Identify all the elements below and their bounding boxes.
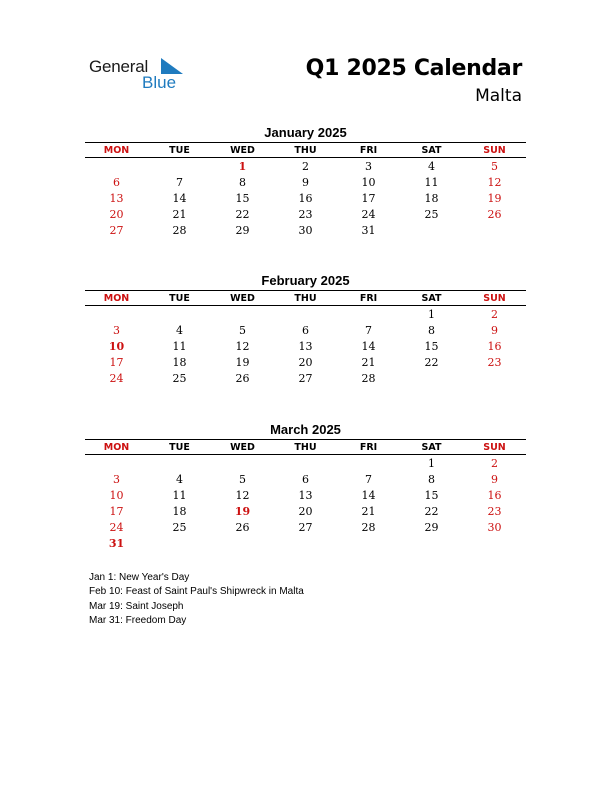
day-cell: 4 — [176, 472, 183, 486]
day-cell: 30 — [487, 520, 502, 534]
calendar-grid — [85, 290, 526, 386]
day-cell: 10 — [109, 488, 124, 502]
day-cell: 3 — [365, 159, 372, 173]
day-cell: 2 — [491, 456, 498, 470]
day-cell: 4 — [176, 323, 183, 337]
day-cell: 6 — [302, 472, 309, 486]
week-row — [85, 322, 526, 338]
weekday-header: MON — [85, 440, 148, 455]
day-cell: 13 — [298, 488, 313, 502]
day-cell: 14 — [361, 339, 376, 353]
day-cell — [337, 535, 400, 551]
day-cell: 11 — [172, 488, 187, 502]
day-cell: 11 — [172, 339, 187, 353]
week-row — [85, 503, 526, 519]
day-cell: 15 — [424, 339, 439, 353]
week-row — [85, 158, 526, 175]
day-cell — [85, 158, 148, 175]
day-cell — [274, 455, 337, 472]
weekday-header: THU — [274, 291, 337, 306]
day-cell: 25 — [424, 207, 439, 221]
calendar-grid — [85, 142, 526, 238]
day-cell — [463, 535, 526, 551]
day-cell: 22 — [235, 207, 250, 221]
day-cell: 29 — [424, 520, 439, 534]
day-cell: 20 — [109, 207, 124, 221]
logo-triangle-icon — [157, 58, 183, 74]
day-cell: 18 — [424, 191, 439, 205]
day-cell: 1 — [428, 307, 435, 321]
day-cell: 14 — [172, 191, 187, 205]
week-row — [85, 354, 526, 370]
day-cell: 9 — [491, 472, 498, 486]
week-row — [85, 370, 526, 386]
weekday-header: WED — [211, 143, 274, 158]
day-cell: 24 — [109, 371, 124, 385]
day-cell — [337, 306, 400, 323]
day-cell: 31 — [361, 223, 376, 237]
weekday-header: SAT — [400, 440, 463, 455]
day-cell: 23 — [487, 355, 502, 369]
day-cell — [400, 535, 463, 551]
day-cell — [274, 306, 337, 323]
week-row — [85, 174, 526, 190]
day-cell — [400, 370, 463, 386]
weekday-header: SAT — [400, 143, 463, 158]
week-row — [85, 306, 526, 323]
day-cell: 19 — [235, 355, 250, 369]
day-cell: 29 — [235, 223, 250, 237]
day-cell — [85, 455, 148, 472]
day-cell: 7 — [365, 472, 372, 486]
holiday-item: Feb 10: Feast of Saint Paul's Shipwreck in Malta — [89, 586, 304, 598]
day-cell: 18 — [172, 504, 187, 518]
logo-general-text: General — [89, 57, 149, 76]
day-cell: 12 — [487, 175, 502, 189]
day-cell: 9 — [491, 323, 498, 337]
day-cell: 8 — [239, 175, 246, 189]
day-cell: 21 — [172, 207, 187, 221]
week-row — [85, 222, 526, 238]
weekday-header: SUN — [463, 143, 526, 158]
day-cell: 31 — [108, 536, 125, 550]
weekday-header: SUN — [463, 291, 526, 306]
logo-blue-text: Blue — [142, 73, 177, 92]
day-cell — [463, 222, 526, 238]
week-row — [85, 455, 526, 472]
day-cell: 25 — [172, 520, 187, 534]
day-cell — [148, 158, 211, 175]
day-cell: 27 — [298, 371, 313, 385]
day-cell: 8 — [428, 472, 435, 486]
weekday-header: WED — [211, 291, 274, 306]
week-row — [85, 206, 526, 222]
day-cell: 4 — [428, 159, 435, 173]
day-cell: 10 — [361, 175, 376, 189]
holiday-item: Mar 31: Freedom Day — [89, 615, 187, 627]
day-cell: 20 — [298, 355, 313, 369]
day-cell: 28 — [172, 223, 187, 237]
week-row — [85, 519, 526, 535]
day-cell: 6 — [113, 175, 120, 189]
day-cell: 11 — [424, 175, 439, 189]
day-cell: 10 — [108, 339, 125, 353]
day-cell: 16 — [298, 191, 313, 205]
day-cell: 12 — [235, 488, 250, 502]
day-cell: 13 — [109, 191, 124, 205]
weekday-header: FRI — [337, 291, 400, 306]
day-cell: 7 — [176, 175, 183, 189]
day-cell: 1 — [428, 456, 435, 470]
page-title: Q1 2025 Calendar — [305, 56, 522, 81]
day-cell — [148, 306, 211, 323]
weekday-header: SAT — [400, 291, 463, 306]
day-cell: 21 — [361, 504, 376, 518]
day-cell: 27 — [298, 520, 313, 534]
country-name: Malta — [475, 86, 522, 106]
day-cell: 26 — [235, 371, 250, 385]
day-cell: 28 — [361, 520, 376, 534]
day-cell: 24 — [109, 520, 124, 534]
day-cell: 16 — [487, 488, 502, 502]
weekday-header: TUE — [148, 440, 211, 455]
day-cell — [211, 306, 274, 323]
day-cell: 30 — [298, 223, 313, 237]
day-cell: 18 — [172, 355, 187, 369]
calendar-grid — [85, 439, 526, 551]
day-cell — [211, 535, 274, 551]
day-cell: 14 — [361, 488, 376, 502]
day-cell: 3 — [113, 323, 120, 337]
day-cell — [148, 455, 211, 472]
weekday-header: FRI — [337, 143, 400, 158]
month-january — [85, 124, 526, 238]
weekday-header: SUN — [463, 440, 526, 455]
day-cell: 8 — [428, 323, 435, 337]
day-cell: 2 — [491, 307, 498, 321]
day-cell: 22 — [424, 355, 439, 369]
day-cell: 6 — [302, 323, 309, 337]
day-cell: 17 — [109, 504, 124, 518]
weekday-header: FRI — [337, 440, 400, 455]
weekday-header: TUE — [148, 291, 211, 306]
day-cell: 2 — [302, 159, 309, 173]
day-cell: 15 — [235, 191, 250, 205]
day-cell: 5 — [491, 159, 498, 173]
day-cell: 16 — [487, 339, 502, 353]
day-cell — [400, 222, 463, 238]
day-cell: 21 — [361, 355, 376, 369]
day-cell: 13 — [298, 339, 313, 353]
day-cell — [463, 370, 526, 386]
month-february — [85, 272, 526, 386]
holiday-item: Jan 1: New Year's Day — [89, 572, 190, 583]
month-title: March 2025 — [270, 422, 341, 437]
day-cell: 19 — [234, 504, 251, 518]
week-row — [85, 535, 526, 551]
day-cell: 5 — [239, 472, 246, 486]
weekday-header: WED — [211, 440, 274, 455]
month-title: January 2025 — [264, 125, 347, 140]
day-cell — [274, 535, 337, 551]
day-cell: 28 — [361, 371, 376, 385]
day-cell — [148, 535, 211, 551]
day-cell: 27 — [109, 223, 124, 237]
weekday-header: TUE — [148, 143, 211, 158]
weekday-header: MON — [85, 143, 148, 158]
weekday-header: THU — [274, 143, 337, 158]
day-cell: 5 — [239, 323, 246, 337]
day-cell — [337, 455, 400, 472]
day-cell: 26 — [235, 520, 250, 534]
weekday-header: THU — [274, 440, 337, 455]
day-cell: 12 — [235, 339, 250, 353]
day-cell: 1 — [238, 159, 247, 173]
weekday-header: MON — [85, 291, 148, 306]
holiday-item: Mar 19: Saint Joseph — [89, 600, 184, 612]
holiday-list — [89, 571, 304, 629]
day-cell: 23 — [298, 207, 313, 221]
week-row — [85, 487, 526, 503]
day-cell — [85, 306, 148, 323]
day-cell — [211, 455, 274, 472]
day-cell: 17 — [361, 191, 376, 205]
day-cell: 22 — [424, 504, 439, 518]
week-row — [85, 338, 526, 354]
week-row — [85, 190, 526, 206]
day-cell: 9 — [302, 175, 309, 189]
day-cell: 24 — [361, 207, 376, 221]
day-cell: 17 — [109, 355, 124, 369]
day-cell: 20 — [298, 504, 313, 518]
day-cell: 19 — [487, 191, 502, 205]
day-cell: 23 — [487, 504, 502, 518]
month-march — [85, 421, 526, 551]
day-cell: 3 — [113, 472, 120, 486]
day-cell: 7 — [365, 323, 372, 337]
week-row — [85, 471, 526, 487]
day-cell: 15 — [424, 488, 439, 502]
day-cell: 25 — [172, 371, 187, 385]
day-cell: 26 — [487, 207, 502, 221]
logo — [89, 56, 189, 96]
month-title: February 2025 — [261, 273, 350, 288]
